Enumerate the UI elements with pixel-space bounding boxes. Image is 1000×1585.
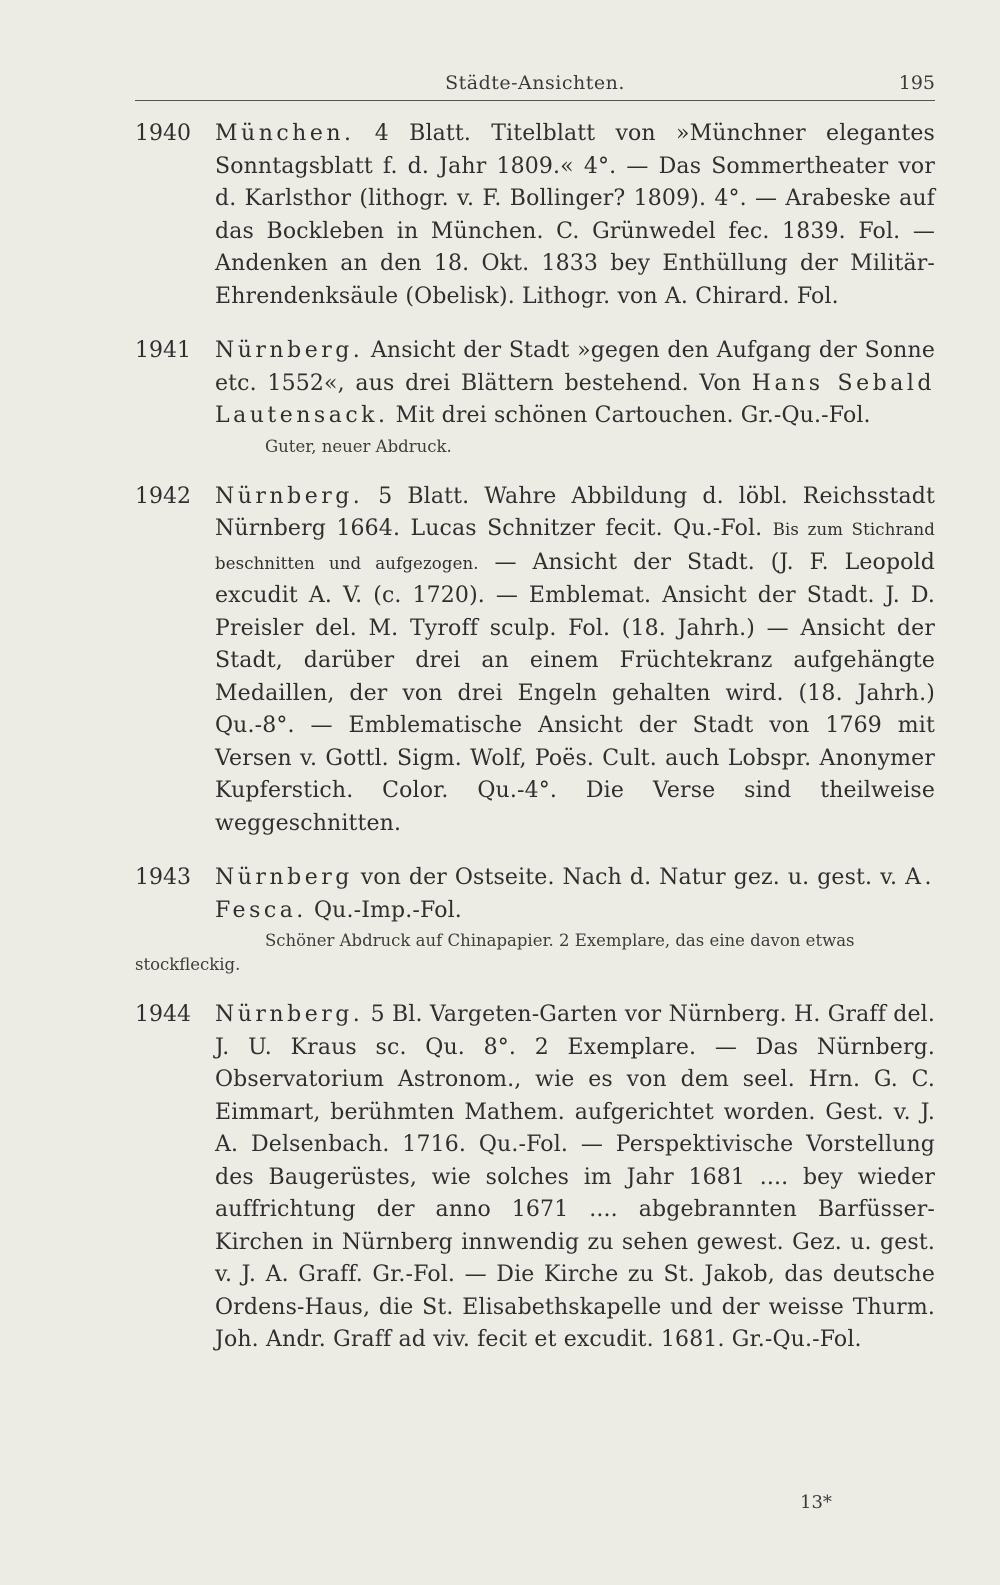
- entry-city: Nürnberg.: [215, 338, 364, 363]
- entry-note: Guter, neuer Abdruck.: [265, 436, 452, 456]
- entry-number: 1943: [135, 865, 191, 890]
- entry-1943: [135, 862, 935, 977]
- entry-text: — Ansicht der Stadt. (J. F. Leopold excudit A. V. (c. 1720). — Emblemat. Ansicht der Stadt. J. D. Preisler del. M. Tyroff sculp. Fol. (18. Jahrh.) — Ansicht der Stadt, darüber drei an einem Früchtekranz aufgehängte Medaillen, der von drei Engeln gehalten wird. (18. Jahrh.) Qu.-8°. — Emblematische Ansicht der Stadt von 1769 mit Versen v. Gottl. Sigm. Wolf, Poës. Cult. auch Lobspr. Anonymer Kupferstich. Color. Qu.-4°. Die Verse sind theilweise weggeschnitten.: [215, 549, 935, 836]
- entry-text: Ansicht der Stadt »gegen den Aufgang der Sonne etc. 1552«, aus drei Blättern bestehend. Von: [215, 338, 935, 396]
- header-title: Städte-Ansichten.: [445, 72, 625, 94]
- entry-artist: Hans Sebald Lautensack.: [215, 370, 935, 428]
- entry-1941: [135, 335, 935, 459]
- entry-1944: [135, 999, 935, 1357]
- entry-text: 5 Bl. Vargeten-Garten vor Nürnberg. H. Graff del. J. U. Kraus sc. Qu. 8°. 2 Exemplare. — Das Nürnberg. Observatorium Astronom., wie es von dem seel. Hrn. G. C. Eimmart, berühmten Mathem. aufgerichtet worden. Gest. v. J. A. Delsenbach. 1716. Qu.-Fol. — Perspektivische Vorstellung des Baugerüstes, wie solches im Jahr 1681 .... bey wieder auffrichtung der anno 1671 .... abgebrannten Barfüsser-Kirchen in Nürnberg innwendig zu sehen gewest. Gez. u. gest. v. J. A. Graff. Gr.-Fol. — Die Kirche zu St. Jakob, das deutsche Ordens-Haus, die St. Elisabethskapelle und der weisse Thurm. Joh. Andr. Graff ad viv. fecit et excudit. 1681. Gr.-Qu.-Fol.: [215, 1002, 935, 1352]
- signature-mark: 13*: [800, 1492, 832, 1513]
- catalogue-entries: [135, 118, 935, 1379]
- entry-text: von der Ostseite. Nach d. Natur gez. u. gest. v.: [360, 865, 898, 890]
- entry-note: Schöner Abdruck auf Chinapapier. 2 Exemplare, das eine davon etwas stockfleckig.: [135, 931, 855, 974]
- entry-body: [215, 862, 935, 927]
- entry-body: [215, 481, 935, 841]
- entry-text: 4 Blatt. Titelblatt von »Münchner elegantes Sonntagsblatt f. d. Jahr 1809.« 4°. — Das Sommertheater vor d. Karlsthor (lithogr. v. F. Bollinger? 1809). 4°. — Arabeske auf das Bockleben in München. C. Grünwedel fec. 1839. Fol. — Andenken an den 18. Okt. 1833 bey Enthüllung der Militär-Ehrendenksäule (Obelisk). Lithogr. von A. Chirard. Fol.: [215, 121, 935, 309]
- entry-body: [215, 999, 935, 1357]
- entry-artist: A. Fesca.: [215, 865, 935, 923]
- entry-number: 1944: [135, 1002, 191, 1027]
- entry-number: 1942: [135, 483, 191, 509]
- entry-text: Qu.-Imp.-Fol.: [313, 897, 462, 923]
- entry-number: 1941: [135, 338, 191, 363]
- running-header: [135, 70, 935, 101]
- entry-body: [215, 118, 935, 313]
- entry-text: Mit drei schönen Cartouchen. Gr.-Qu.-Fol.: [395, 403, 871, 428]
- entry-body: [215, 335, 935, 433]
- entry-city: München.: [215, 121, 355, 146]
- entry-number: 1940: [135, 121, 191, 146]
- entry-1942: [135, 481, 935, 841]
- entry-city: Nürnberg.: [215, 1002, 364, 1027]
- entry-text: 5 Blatt. Wahre Abbildung d. löbl. Reichsstadt Nürnberg 1664. Lucas Schnitzer fecit. Qu.-Fol.: [215, 483, 935, 541]
- entry-city: Nürnberg: [215, 865, 353, 890]
- page-number: 195: [898, 72, 935, 94]
- entry-1940: [135, 118, 935, 313]
- entry-small-note: Bis zum Stichrand beschnitten und aufgezogen.: [215, 520, 935, 573]
- entry-city: Nürnberg.: [215, 483, 364, 509]
